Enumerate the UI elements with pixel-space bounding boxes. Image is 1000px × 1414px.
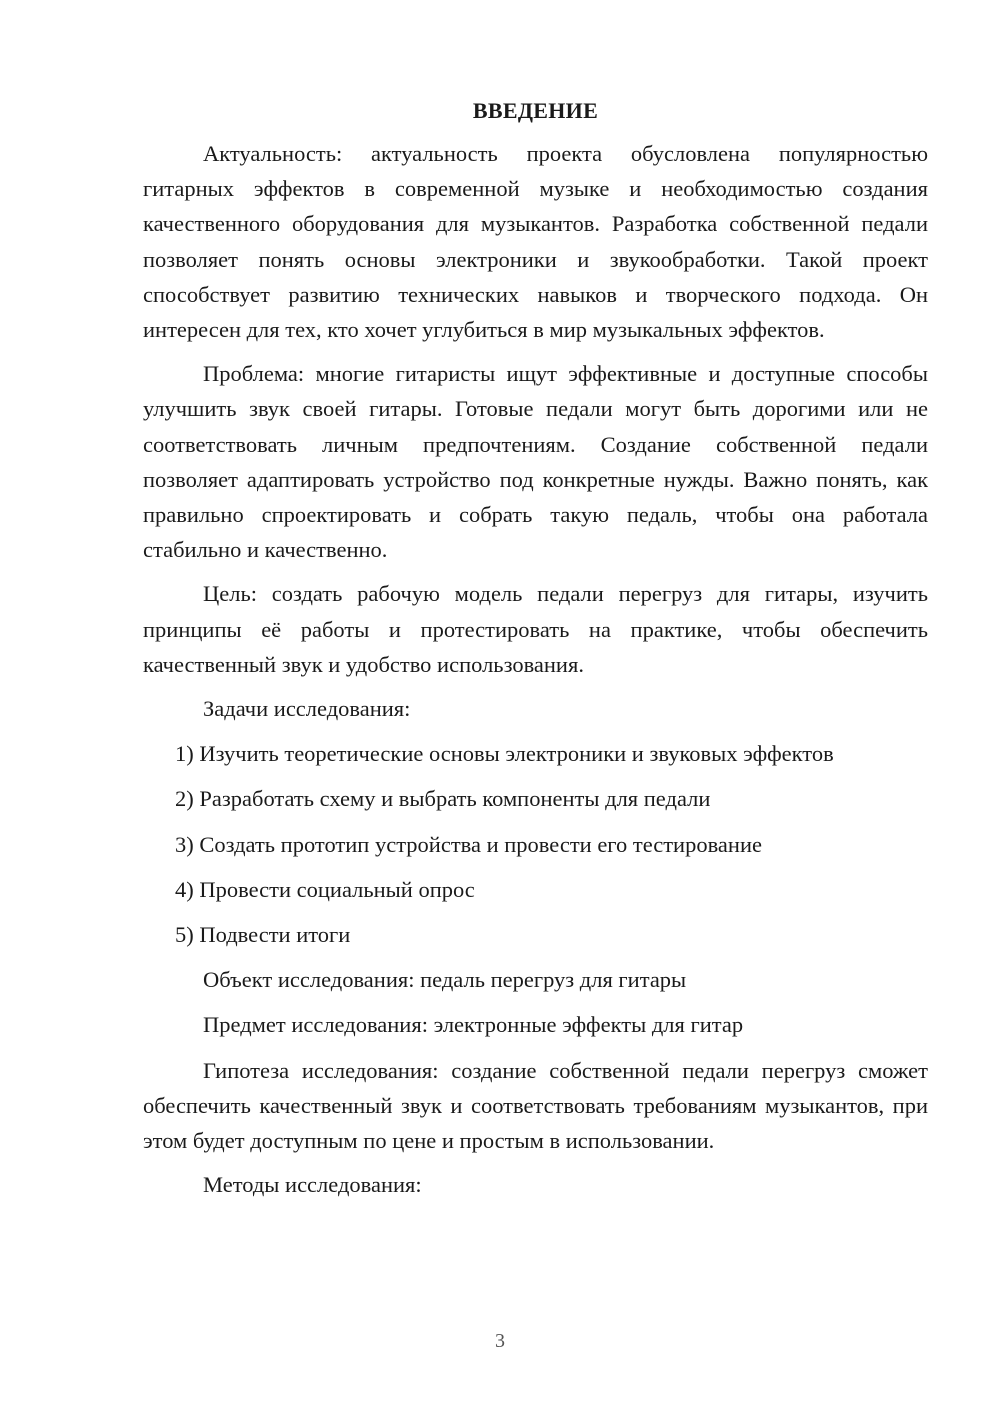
research-subject: Предмет исследования: электронные эффекты для гитар (203, 1012, 744, 1038)
task-item: 3) Создать прототип устройства и провести его тестирование (175, 831, 762, 857)
task-item: 2) Разработать схему и выбрать компоненты для педали (175, 786, 711, 812)
task-item: 1) Изучить теоретические основы электроники и звуковых эффектов (175, 741, 834, 767)
hypothesis-paragraph: Гипотеза исследования: создание собственной педали перегруз сможет обеспечить качественный звук и соответствовать требованиям музыкантов, при этом будет доступным по цене и простым в использовании. (143, 1057, 928, 1154)
page-title: ВВЕДЕНИЕ (472, 98, 599, 123)
document-page (143, 96, 928, 1212)
task-item: 4) Провести социальный опрос (175, 876, 475, 902)
relevance-paragraph: Актуальность: актуальность проекта обусловлена популярностью гитарных эффектов в современной музыке и необходимостью создания качественного оборудования для музыкантов. Разработка собственной педали позволяет понять основы электроники и звукообработки. Такой проект способствует развитию технических навыков и творческого подхода. Он интересен для тех, кто хочет углубиться в мир музыкальных эффектов. (143, 141, 928, 343)
research-object: Объект исследования: педаль перегруз для гитары (203, 967, 687, 993)
goal-paragraph: Цель: создать рабочую модель педали перегруз для гитары, изучить принципы её работы и протестировать на практике, чтобы обеспечить качественный звук и удобство использования. (143, 581, 928, 677)
methods-heading: Методы исследования: (203, 1172, 422, 1198)
page-number: 3 (495, 1330, 505, 1352)
tasks-list (143, 736, 928, 952)
task-item: 5) Подвести итоги (175, 922, 351, 948)
tasks-heading: Задачи исследования: (203, 696, 411, 722)
problem-paragraph: Проблема: многие гитаристы ищут эффективные и доступные способы улучшить звук своей гитары. Готовые педали могут быть дорогими или не соответствовать личным предпочтениям. Создание собственной педали позволяет адаптировать устройство под конкретные нужды. Важно понять, как правильно спроектировать и собрать такую педаль, чтобы она работала стабильно и качественно. (143, 361, 928, 563)
